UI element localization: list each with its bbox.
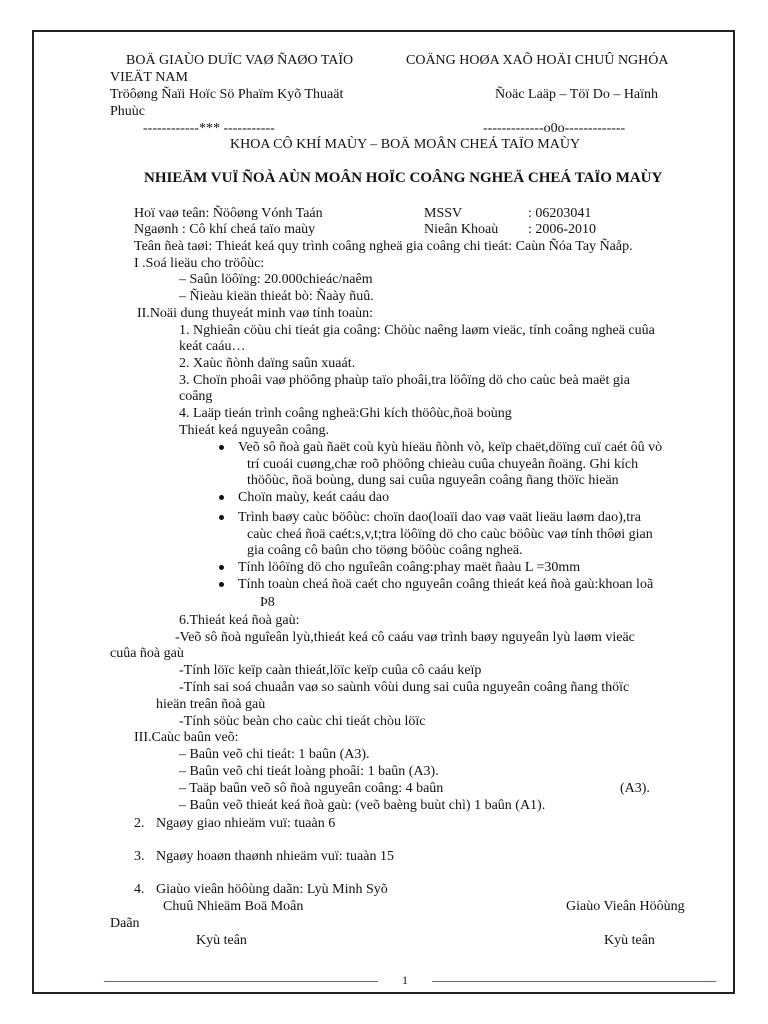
complete-date: Ngaøy hoaøn thaønh nhieäm vuï: tuaàn 15 bbox=[156, 849, 394, 864]
footer-line-right bbox=[432, 981, 716, 982]
school-year-value: : 2006-2010 bbox=[528, 222, 597, 237]
document-title: NHIEÄM VUÏ ÑOÀ AÙN MOÂN HOÏC COÂNG NGHEÄ CHEÁ TAÏO MAÙY bbox=[144, 170, 663, 186]
advisor-label-cont: Daãn bbox=[110, 916, 140, 931]
drawing-item: – Baûn veõ chi tieát: 1 baûn (A3). bbox=[179, 747, 370, 762]
bullet-text-cont: trí cuoái cuøng,chæ roõ phöông chieàu cuûa chuyeån ñoäng. Ghi kích bbox=[247, 457, 639, 472]
university-name: Tröôøng Ñaïi Hoïc Sö Phaïm Kyõ Thuaät bbox=[110, 87, 344, 102]
bullet-text-cont: thöôùc, ñoä boùng, dung sai cuûa nguyeân coâng ñang thöïc hieän bbox=[247, 473, 619, 488]
bullet-text: Trình baøy caùc böôùc: choïn dao(loaïi dao vaø vaät lieäu laøm dao),tra bbox=[238, 510, 642, 525]
faculty-name: KHOA CÔ KHÍ MAÙY – BOÄ MOÂN CHEÁ TAÏO MAÙY bbox=[230, 137, 581, 152]
advisor-label: Giaùo Vieân Höôùng bbox=[566, 899, 685, 914]
drawing-item: – Taäp baûn veõ sô ñoà nguyeân coâng: 4 baûn bbox=[179, 781, 444, 796]
item-number: 3. bbox=[134, 849, 145, 864]
mssv-value: : 06203041 bbox=[528, 206, 592, 221]
bullet-text: Tính toaùn cheá ñoä caét cho nguyeân coâng thieát keá ñoà gaù:khoan loã bbox=[238, 577, 654, 592]
section-2-item-4: 4. Laäp tieán trình coâng ngheä:Ghi kích thöôùc,ñoä boùng bbox=[179, 406, 512, 421]
section-2-item-2: 2. Xaùc ñònh daïng saûn xuaát. bbox=[179, 356, 356, 371]
bullet-icon bbox=[219, 445, 224, 450]
footer-line-left bbox=[104, 981, 378, 982]
item-6-detail-cont: cuûa ñoà gaù bbox=[110, 646, 184, 661]
bullet-text-cont: caùc cheá ñoä caét:s,v,t;tra löôïng dö cho caùc böôùc vaø tính thôøi gian bbox=[247, 527, 653, 542]
school-year-label: Nieân Khoaù bbox=[424, 222, 499, 237]
major: Ngaønh : Cô khí cheá taïo maùy bbox=[134, 222, 316, 237]
section-1-item: – Ñieàu kieän thieát bò: Ñaày ñuû. bbox=[179, 289, 374, 304]
item-number: 2. bbox=[134, 816, 145, 831]
bullet-text: Tính löôïng dö cho nguîeân coâng:phay maët ñaàu L =30mm bbox=[238, 560, 581, 575]
bullet-icon bbox=[219, 582, 224, 587]
bullet-text: Veõ sô ñoà gaù ñaët coù kyù hieäu ñònh vò, keïp chaët,döïng cuï caét ôû vò bbox=[238, 440, 663, 455]
mssv-label: MSSV bbox=[424, 206, 463, 221]
project-topic: Teân ñeà taøi: Thieát keá quy trình coâng ngheä gia coâng chi tieát: Caùn Ñóa Tay Ñaåp. bbox=[134, 239, 633, 254]
drawing-item: – Baûn veõ chi tieát loàng phoâi: 1 baûn (A3). bbox=[179, 764, 439, 779]
section-2-item-5: Thieát keá nguyeân coâng. bbox=[179, 423, 330, 438]
item-number: 4. bbox=[134, 882, 145, 897]
drawing-item: – Baûn veõ thieát keá ñoà gaù: (veõ baèng buùt chì) 1 baûn (A1). bbox=[179, 798, 546, 813]
section-2-item-1: 1. Nghieân cöùu chi tieát gia coâng: Chöùc naêng laøm vieäc, tính coâng ngheä cuûa bbox=[179, 323, 655, 338]
bullet-text-cont: Þ8 bbox=[260, 595, 275, 610]
item-6-detail: -Tính söùc beàn cho caùc chi tieát chòu löïc bbox=[179, 714, 426, 729]
section-2-item-3: 3. Choïn phoâi vaø phöông phaùp taïo phoâi,tra löôïng dö cho caùc beà maët gia bbox=[179, 373, 630, 388]
section-2-title: II.Noäi dung thuyeát minh vaø tính toaùn: bbox=[137, 306, 374, 321]
republic-name: COÄNG HOØA XAÕ HOÄI CHUÛ NGHÓA bbox=[406, 53, 669, 68]
bullet-icon bbox=[219, 515, 224, 520]
assign-date: Ngaøy giao nhieäm vuï: tuaàn 6 bbox=[156, 816, 336, 831]
republic-name-cont: VIEÄT NAM bbox=[110, 70, 188, 85]
advisor: Giaùo vieân höôùng daãn: Lyù Minh Syõ bbox=[156, 882, 388, 897]
student-name: Hoï vaø teân: Ñöôøng Vónh Taán bbox=[134, 206, 323, 221]
page-number: 1 bbox=[402, 973, 408, 987]
item-6-detail-cont: hieän treân ñoà gaù bbox=[156, 697, 266, 712]
item-6-detail: -Veõ sô ñoà nguîeân lyù,thieát keá cô caáu vaø trình baøy nguyeân lyù laøm vieäc bbox=[175, 630, 635, 645]
motto: Ñoäc Laäp – Töï Do – Haïnh bbox=[495, 87, 659, 102]
bullet-icon bbox=[219, 565, 224, 570]
separator-right: -------------o0o------------- bbox=[483, 121, 626, 136]
motto-cont: Phuùc bbox=[110, 104, 145, 119]
section-2-item-1-cont: keát caáu… bbox=[179, 339, 246, 354]
section-1-title: I .Soá lieäu cho tröôùc: bbox=[134, 256, 265, 271]
signature-label-right: Kyù teân bbox=[604, 933, 655, 948]
section-2-item-3-cont: coâng bbox=[179, 389, 213, 404]
section-2-item-6: 6.Thieát keá ñoà gaù: bbox=[179, 613, 300, 628]
drawing-item-size: (A3). bbox=[620, 781, 650, 796]
separator-left: ------------*** ----------- bbox=[143, 121, 275, 136]
item-6-detail: -Tính sai soá chuaån vaø so saùnh vôùi dung sai cuûa nguyeân coâng ñang thöïc bbox=[179, 680, 630, 695]
bullet-text-cont: gia coâng cô baûn cho töøng böôùc coâng ngheä. bbox=[247, 543, 523, 558]
section-3-title: III.Caùc baûn veõ: bbox=[134, 730, 239, 745]
ministry-name: BOÄ GIAÙO DUÏC VAØ ÑAØO TAÏO bbox=[126, 53, 354, 68]
bullet-text: Choïn maùy, keát caáu dao bbox=[238, 490, 390, 505]
section-1-item: – Saûn löôïng: 20.000chieác/naêm bbox=[179, 272, 373, 287]
bullet-icon bbox=[219, 495, 224, 500]
department-head-label: Chuû Nhieäm Boä Moân bbox=[163, 899, 304, 914]
signature-label-left: Kyù teân bbox=[196, 933, 247, 948]
item-6-detail: -Tính löïc keïp caàn thieát,löïc keïp cuûa cô caáu keïp bbox=[179, 663, 482, 678]
